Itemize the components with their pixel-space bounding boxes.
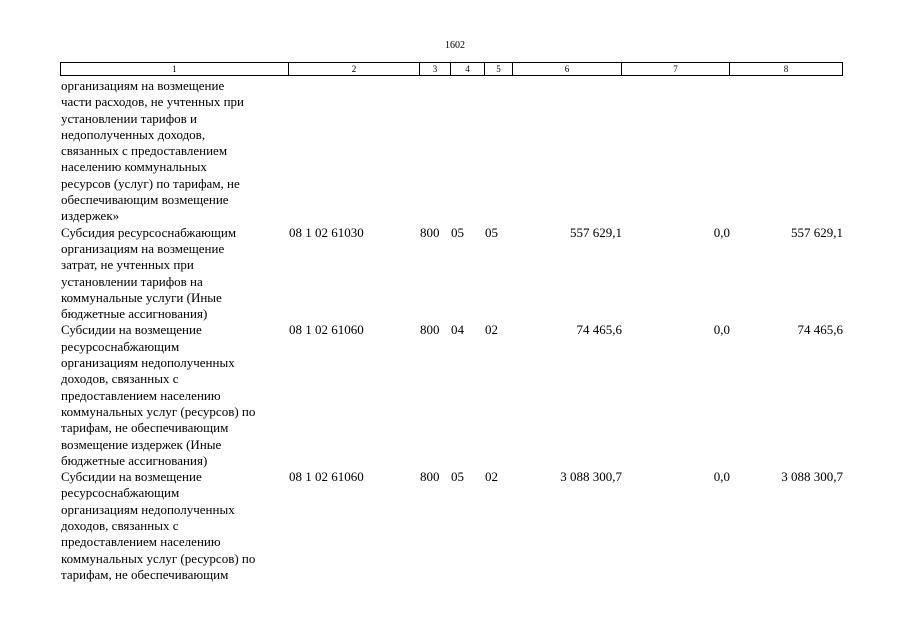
table-header-col-2: 2: [289, 63, 420, 75]
row-rz: 05: [451, 224, 464, 240]
table-header-col-5: 5: [485, 63, 513, 75]
table-header-col-3: 3: [420, 63, 451, 75]
table-header-col-8: 8: [783, 64, 789, 74]
row-sum-1: 557 629,1: [570, 224, 622, 240]
row-sum-1: 74 465,6: [576, 322, 622, 338]
row-sum-3: 3 088 300,7: [781, 469, 843, 485]
table-header-col-4: 4: [451, 63, 485, 75]
table-row: [61, 78, 843, 225]
row-sum-3: 557 629,1: [791, 224, 843, 240]
row-rz: 05: [451, 469, 464, 485]
table-header-row: [60, 62, 843, 76]
row-pr: 02: [485, 469, 498, 485]
table-row: [61, 225, 843, 323]
row-sum-3: 74 465,6: [797, 322, 843, 338]
row-name: организациям на возмещение части расходов, не учтенных при установлении тарифов и недополученных доходов, связанных с предоставлением населению коммунальных ресурсов (услуг) по тарифам, не обеспечивающим возмещение издержек»: [61, 78, 244, 224]
row-name: Субсидии на возмещение ресурсоснабжающим организациям недополученных доходов, связанных с предоставлением населению коммунальных услуг (ресурсов) по тарифам, не обеспечивающим: [61, 469, 256, 582]
row-sum-2: 0,0: [713, 469, 730, 485]
row-code: 08 1 02 61060: [289, 322, 364, 338]
table-header-col-1: 1: [61, 63, 289, 75]
row-sum-2: 0,0: [713, 224, 730, 240]
table-header-col-7: 7: [622, 63, 730, 75]
row-sum-2: 0,0: [713, 322, 730, 338]
row-sum-1: 3 088 300,7: [560, 469, 622, 485]
row-vr: 800: [420, 322, 440, 338]
table-header-col-6: 6: [513, 63, 622, 75]
row-name: Субсидия ресурсоснабжающим организациям на возмещение затрат, не учтенных при установлении тарифов на коммунальные услуги (Иные бюджетные ассигнования): [61, 224, 237, 322]
table-row: [61, 469, 843, 583]
table-row: [61, 322, 843, 469]
row-pr: 05: [485, 224, 498, 240]
row-code: 08 1 02 61030: [289, 224, 364, 240]
row-rz: 04: [451, 322, 464, 338]
row-vr: 800: [420, 469, 440, 485]
row-code: 08 1 02 61060: [289, 469, 364, 485]
table-body: [61, 78, 843, 583]
page-number: 1602: [445, 40, 465, 51]
row-vr: 800: [420, 224, 440, 240]
row-pr: 02: [485, 322, 498, 338]
row-name: Субсидии на возмещение ресурсоснабжающим организациям недополученных доходов, связанных с предоставлением населению коммунальных услуг (ресурсов) по тарифам, не обеспечивающим возмещение издержек (Иные бюджетные ассигнования): [61, 322, 256, 468]
